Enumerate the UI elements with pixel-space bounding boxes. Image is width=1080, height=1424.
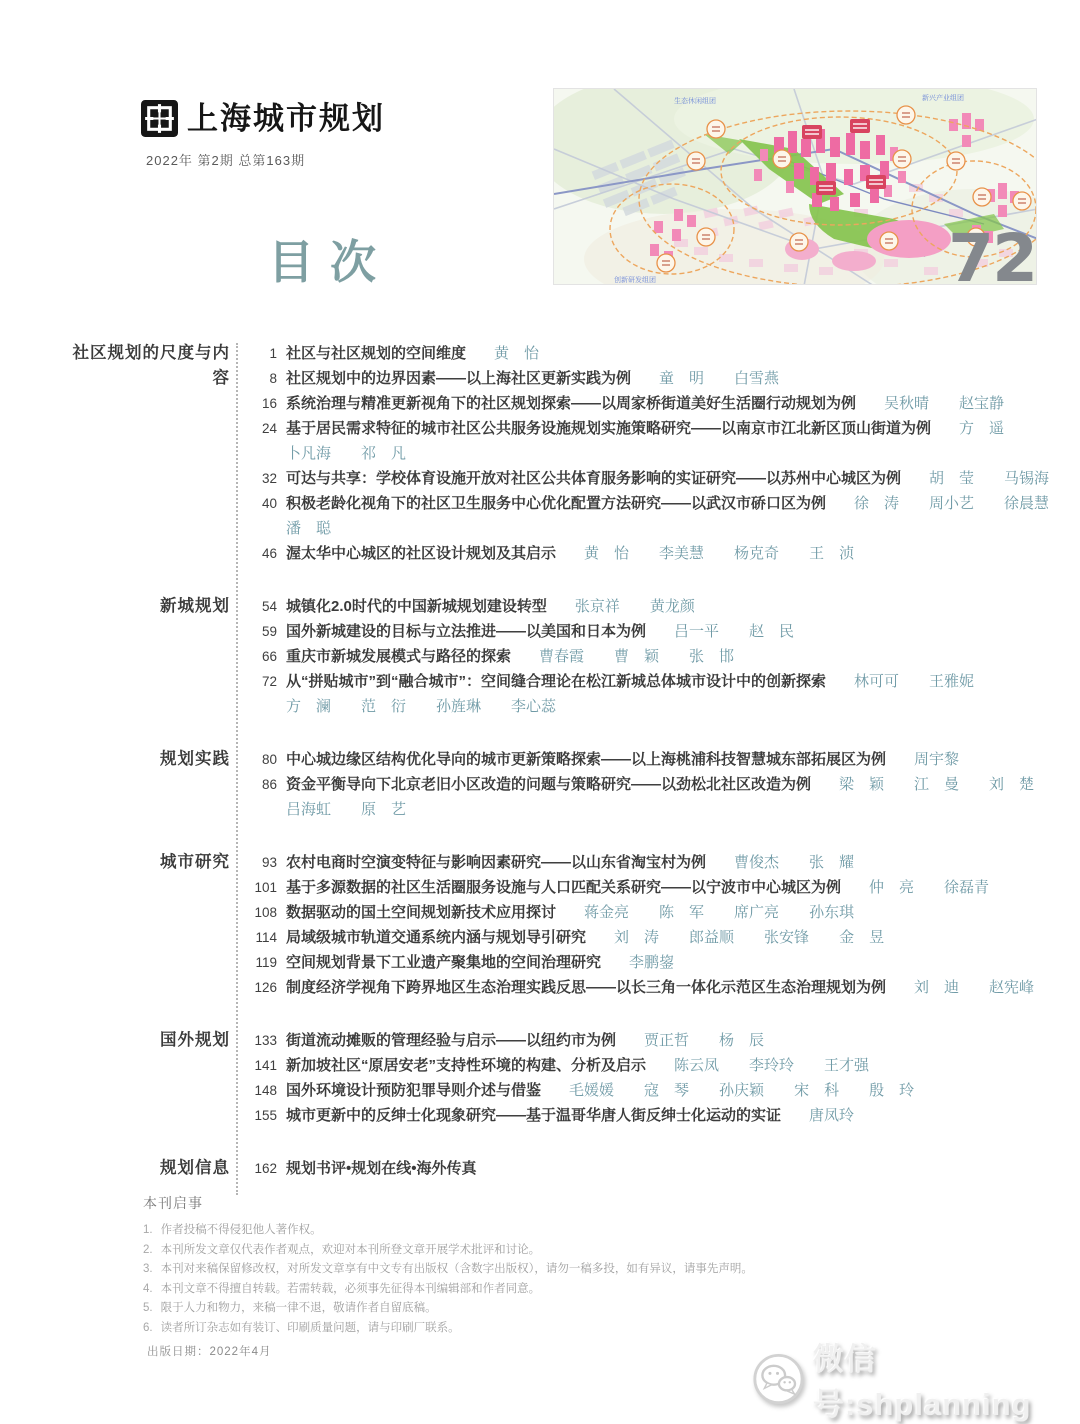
author-name: 宋 科: [794, 1082, 840, 1099]
entry-page-number: 54: [261, 599, 277, 614]
entry-body: [286, 1156, 477, 1181]
entry-body: [286, 341, 539, 366]
entry-body: [286, 747, 959, 772]
notice-item: [143, 1299, 753, 1319]
author-name: 仲 亮: [869, 879, 915, 896]
entry-title: 制度经济学视角下跨界地区生态治理实践反思——以长三角一体化示范区生态治理规划为例: [286, 979, 887, 996]
entry-authors: [539, 648, 734, 665]
entry-title: 空间规划背景下工业遗产聚集地的空间治理研究: [286, 954, 602, 971]
author-name: 刘 迪: [914, 979, 960, 996]
author-name: 徐 涛: [854, 495, 900, 512]
entry-page-number: 114: [255, 930, 277, 945]
entry-title: 重庆市新城发展模式与路径的探索: [286, 648, 512, 665]
author-name: 方 澜: [286, 698, 332, 715]
toc-entry-continuation-row: [251, 797, 1047, 822]
entry-page-number: 40: [261, 496, 277, 511]
entry-title: 从“拼贴城市”到“融合城市”：空间缝合理论在松江新城总体城市设计中的创新探索: [286, 673, 827, 690]
entry-page-number: 108: [254, 905, 277, 920]
section-label: 国外规划: [160, 1031, 230, 1049]
section-label: 规划实践: [160, 750, 230, 768]
entry-title: 国外新城建设的目标与立法推进——以美国和日本为例: [286, 623, 647, 640]
toc-entry-row: [251, 1053, 1047, 1078]
toc-entry-row: [251, 416, 1049, 441]
section-label: 城市研究: [160, 853, 230, 871]
notice-item-text: 限于人力和物力，来稿一律不退，敬请作者自留底稿。: [160, 1302, 437, 1314]
author-name: 孙旌琳: [436, 698, 482, 715]
entry-authors: [614, 929, 884, 946]
entry-body: [286, 797, 406, 822]
entry-page-number: 32: [261, 471, 277, 486]
entry-body: [286, 391, 1004, 416]
entry-authors: [644, 1032, 764, 1049]
entry-body: [286, 491, 1049, 516]
author-name: 张 邯: [689, 648, 735, 665]
section-entries: [251, 850, 1047, 1000]
author-name: 黄 怡: [494, 345, 540, 362]
author-name: 曹春霞: [539, 648, 585, 665]
author-name: 王雅妮: [929, 673, 975, 690]
notice-item-text: 本刊文章不得擅自转载。若需转载，必须事先征得本刊编辑部和作者同意。: [160, 1282, 541, 1295]
entry-authors: [629, 954, 674, 971]
entry-authors: [734, 854, 854, 871]
toc-entry-row: [251, 900, 1047, 925]
entry-title: 社区与社区规划的空间维度: [286, 345, 467, 362]
entry-title: 社区规划中的边界因素——以上海社区更新实践为例: [286, 370, 632, 387]
journal-title: 上海城市规划: [187, 101, 385, 136]
entry-title: 系统治理与精准更新视角下的社区规划探索——以周家桥街道美好生活圈行动规划为例: [286, 395, 857, 412]
section-label: 规划信息: [160, 1159, 230, 1177]
toc-section: [57, 850, 1047, 1000]
entry-page-number: 119: [255, 955, 277, 970]
entry-body: [286, 772, 1034, 797]
map-label-top-left: 生态休闲组团: [674, 98, 716, 105]
author-name: 李美慧: [659, 545, 705, 562]
author-name: 范 衍: [361, 698, 407, 715]
notice-item-text: 作者投稿不得侵犯他人著作权。: [160, 1224, 322, 1236]
entry-page-number: 155: [254, 1108, 277, 1123]
entry-page-number: 80: [261, 752, 277, 767]
entry-authors: [839, 776, 1034, 793]
toc-entry-row: [251, 1156, 1047, 1181]
entry-title: 基于居民需求特征的城市社区公共服务设施规划实施策略研究——以南京市江北新区顶山街道为例: [286, 420, 932, 437]
notice-title: 本刊启事: [143, 1195, 203, 1211]
section-entries: [251, 1156, 1047, 1181]
author-name: 毛媛媛: [569, 1082, 615, 1099]
entry-authors: [286, 698, 556, 715]
notice-item: [143, 1260, 753, 1280]
map-label-top-right: 新兴产业组团: [922, 95, 964, 102]
table-of-contents: [57, 341, 1050, 1209]
author-name: 席广亮: [734, 904, 780, 921]
entry-body: [286, 694, 556, 719]
author-name: 周宇黎: [914, 751, 960, 768]
notice-item-number: 1.: [143, 1224, 153, 1236]
toc-entry-row: [251, 366, 1049, 391]
toc-entry-row: [251, 341, 1049, 366]
author-name: 马锡海: [1004, 470, 1050, 487]
entry-authors: [286, 520, 331, 537]
toc-entry-row: [251, 875, 1047, 900]
entry-authors: [575, 598, 695, 615]
entry-body: [286, 541, 854, 566]
entry-authors: [659, 370, 779, 387]
wechat-block: [752, 1334, 1080, 1424]
notice-item: [143, 1280, 753, 1300]
toc-entry-row: [251, 975, 1047, 1000]
entry-authors: [584, 904, 854, 921]
author-name: 陈 军: [659, 904, 705, 921]
author-name: 刘 楚: [989, 776, 1035, 793]
author-name: 金 昱: [839, 929, 885, 946]
entry-page-number: 126: [254, 980, 277, 995]
entry-body: [286, 441, 406, 466]
toc-entry-row: [251, 925, 1047, 950]
notice-item-number: 2.: [143, 1243, 153, 1256]
author-name: 江 曼: [914, 776, 960, 793]
entry-body: [286, 594, 695, 619]
entry-authors: [674, 1057, 869, 1074]
author-name: 蒋金亮: [584, 904, 630, 921]
entry-page-spacer: [251, 797, 277, 822]
entry-authors: [569, 1082, 914, 1099]
entry-page-number: 72: [261, 674, 277, 689]
author-name: 陈云凤: [674, 1057, 720, 1074]
author-name: 殷 玲: [869, 1082, 915, 1099]
entry-page-spacer: [251, 516, 277, 541]
entry-body: [286, 1028, 764, 1053]
author-name: 徐晨慧: [1004, 495, 1050, 512]
entry-title: 城市更新中的反绅士化现象研究——基于温哥华唐人街反绅士化运动的实证: [286, 1107, 782, 1124]
entry-authors: [494, 345, 539, 362]
entry-title: 局域级城市轨道交通系统内涵与规划导引研究: [286, 929, 587, 946]
cover-map-image: [553, 88, 1037, 285]
author-name: 祁 凡: [361, 445, 407, 462]
notice-item-number: 5.: [143, 1302, 153, 1314]
author-name: 梁 颖: [839, 776, 885, 793]
author-name: 寇 琴: [644, 1082, 690, 1099]
author-name: 王才强: [824, 1057, 870, 1074]
entry-title: 农村电商时空演变特征与影响因素研究——以山东省淘宝村为例: [286, 854, 707, 871]
author-name: 李鹏鋆: [629, 954, 675, 971]
notice-item-number: 3.: [143, 1263, 153, 1275]
entry-authors: [929, 470, 1049, 487]
entry-page-number: 86: [261, 777, 277, 792]
toc-section: [57, 1028, 1047, 1128]
entry-page-number: 133: [254, 1033, 277, 1048]
entry-body: [286, 669, 974, 694]
author-name: 卜凡海: [286, 445, 332, 462]
toc-entry-row: [251, 669, 1047, 694]
section-entries: [251, 1028, 1047, 1128]
author-name: 李玲玲: [749, 1057, 795, 1074]
toc-entry-continuation-row: [251, 694, 1047, 719]
entry-page-number: 101: [254, 880, 277, 895]
author-name: 周小艺: [929, 495, 975, 512]
toc-entry-row: [251, 619, 1047, 644]
entry-page-number: 141: [254, 1058, 277, 1073]
entry-title: 国外环境设计预防犯罪导则介述与借鉴: [286, 1082, 542, 1099]
entry-title: 基于多源数据的社区生活圈服务设施与人口匹配关系研究——以宁波市中心城区为例: [286, 879, 842, 896]
toc-entry-continuation-row: [251, 441, 1049, 466]
toc-entry-row: [251, 466, 1049, 491]
toc-section: [57, 1156, 1047, 1181]
author-name: 吴秋晴: [884, 395, 930, 412]
entry-page-spacer: [251, 694, 277, 719]
entry-body: [286, 366, 779, 391]
author-name: 郎益顺: [689, 929, 735, 946]
author-name: 吕海虹: [286, 801, 332, 818]
entry-body: [286, 516, 331, 541]
author-name: 张 耀: [809, 854, 855, 871]
entry-title: 可达与共享：学校体育设施开放对社区公共体育服务影响的实证研究——以苏州中心城区为例: [286, 470, 902, 487]
entry-authors: [959, 420, 1004, 437]
entry-page-number: 162: [254, 1161, 277, 1176]
author-name: 孙庆颖: [719, 1082, 765, 1099]
entry-authors: [854, 673, 974, 690]
entry-page-number: 93: [261, 855, 277, 870]
entry-title: 新加坡社区“原居安老”支持性环境的构建、分析及启示: [286, 1057, 647, 1074]
journal-logo-icon: [141, 100, 178, 137]
entry-page-number: 16: [261, 396, 277, 411]
entry-title: 资金平衡导向下北京老旧小区改造的问题与策略研究——以劲松北社区改造为例: [286, 776, 812, 793]
author-name: 曹 颖: [614, 648, 660, 665]
page-badge: 72: [948, 220, 1036, 285]
entry-body: [286, 900, 854, 925]
publish-date: 出版日期：2022年4月: [147, 1346, 272, 1358]
toc-entry-row: [251, 950, 1047, 975]
entry-body: [286, 1053, 869, 1078]
section-label: 新城规划: [160, 597, 230, 615]
issue-info: 2022年 第2期 总第163期: [146, 153, 306, 168]
notice-item-number: 6.: [143, 1321, 153, 1334]
author-name: 吕一平: [674, 623, 720, 640]
entry-body: [286, 644, 734, 669]
section-entries: [251, 341, 1049, 566]
notice-item-text: 本刊对来稿保留修改权，对所发文章享有中文专有出版权（含数字出版权），请勿一稿多投，如有异议，请事先声明。: [160, 1263, 753, 1275]
entry-body: [286, 466, 1049, 491]
author-name: 胡 莹: [929, 470, 975, 487]
entry-authors: [674, 623, 794, 640]
entry-title: 中心城边缘区结构优化导向的城市更新策略探索——以上海桃浦科技智慧城东部拓展区为例: [286, 751, 887, 768]
notice-list: [143, 1221, 753, 1338]
entry-body: [286, 875, 989, 900]
notice-item: [143, 1241, 753, 1261]
entry-authors: [286, 801, 406, 818]
entry-body: [286, 975, 1034, 1000]
toc-sections: [57, 341, 1050, 1181]
entry-body: [286, 416, 1004, 441]
author-name: 方 遥: [959, 420, 1005, 437]
masthead: [141, 100, 385, 137]
toc-section: [57, 747, 1047, 822]
author-name: 赵宪峰: [989, 979, 1035, 996]
toc-entry-row: [251, 1103, 1047, 1128]
section-entries: [251, 594, 1047, 719]
author-name: 李心蕊: [511, 698, 557, 715]
author-name: 杨克奇: [734, 545, 780, 562]
author-name: 刘 涛: [614, 929, 660, 946]
entry-body: [286, 1078, 914, 1103]
toc-section: [57, 594, 1047, 719]
author-name: 曹俊杰: [734, 854, 780, 871]
entry-authors: [854, 495, 1049, 512]
entry-authors: [286, 445, 406, 462]
notice-item: [143, 1221, 753, 1241]
notice-item-number: 4.: [143, 1282, 153, 1295]
notice-item-text: 本刊所发文章仅代表作者观点，欢迎对本刊所登文章开展学术批评和讨论。: [160, 1243, 541, 1256]
planning-map-graphic: [554, 89, 1037, 285]
toc-entry-row: [251, 850, 1047, 875]
entry-body: [286, 1103, 854, 1128]
section-label: 社区规划的尺度与内容: [72, 344, 230, 387]
entry-authors: [809, 1107, 854, 1124]
author-name: 孙东琪: [809, 904, 855, 921]
author-name: 张安锋: [764, 929, 810, 946]
author-name: 杨 辰: [719, 1032, 765, 1049]
toc-entry-row: [251, 491, 1049, 516]
wechat-id-text: 微信号:shplanning: [812, 1342, 1032, 1422]
author-name: 林可可: [854, 673, 900, 690]
author-name: 赵 民: [749, 623, 795, 640]
entry-authors: [584, 545, 854, 562]
author-name: 黄龙颜: [649, 598, 695, 615]
author-name: 黄 怡: [584, 545, 630, 562]
entry-body: [286, 619, 794, 644]
entry-page-spacer: [251, 441, 277, 466]
author-name: 童 明: [659, 370, 705, 387]
entry-title: 规划书评•规划在线•海外传真: [286, 1160, 477, 1177]
entry-title: 数据驱动的国土空间规划新技术应用探讨: [286, 904, 557, 921]
author-name: 原 艺: [361, 801, 407, 818]
entry-title: 渥太华中心城区的社区设计规划及其启示: [286, 545, 557, 562]
entry-page-number: 148: [254, 1083, 277, 1098]
toc-entry-row: [251, 644, 1047, 669]
toc-entry-row: [251, 747, 1047, 772]
notice-item: [143, 1319, 753, 1339]
author-name: 贾正哲: [644, 1032, 690, 1049]
entry-authors: [914, 979, 1034, 996]
notice-item-text: 读者所订杂志如有装订、印刷质量问题，请与印刷厂联系。: [160, 1321, 460, 1334]
toc-entry-row: [251, 772, 1047, 797]
toc-entry-row: [251, 391, 1049, 416]
entry-body: [286, 850, 854, 875]
wechat-icon: [752, 1351, 805, 1407]
entry-authors: [884, 395, 1004, 412]
toc-dotted-divider: [236, 343, 238, 1195]
toc-section: [57, 341, 1050, 566]
entry-page-number: 59: [261, 624, 277, 639]
entry-title: 积极老龄化视角下的社区卫生服务中心优化配置方法研究——以武汉市硚口区为例: [286, 495, 827, 512]
author-name: 白雪燕: [734, 370, 780, 387]
entry-page-number: 46: [261, 546, 277, 561]
toc-heading: 目次: [268, 236, 392, 288]
section-entries: [251, 747, 1047, 822]
author-name: 徐磊青: [944, 879, 990, 896]
entry-authors: [914, 751, 959, 768]
toc-entry-row: [251, 1078, 1047, 1103]
entry-authors: [869, 879, 989, 896]
entry-page-number: 1: [269, 346, 277, 361]
entry-page-number: 66: [261, 649, 277, 664]
author-name: 赵宝静: [959, 395, 1005, 412]
entry-page-number: 24: [261, 421, 277, 436]
entry-body: [286, 950, 674, 975]
author-name: 唐凤玲: [809, 1107, 855, 1124]
toc-entry-row: [251, 1028, 1047, 1053]
entry-title: 街道流动摊贩的管理经验与启示——以纽约市为例: [286, 1032, 617, 1049]
toc-entry-row: [251, 594, 1047, 619]
author-name: 张京祥: [574, 598, 620, 615]
entry-page-number: 8: [269, 371, 277, 386]
toc-entry-row: [251, 541, 1049, 566]
entry-body: [286, 925, 884, 950]
entry-title: 城镇化2.0时代的中国新城规划建设转型: [286, 598, 547, 615]
author-name: 王 浈: [809, 545, 855, 562]
toc-entry-continuation-row: [251, 516, 1049, 541]
map-label-bottom-left: 创新研发组团: [614, 277, 656, 284]
author-name: 潘 聪: [286, 520, 332, 537]
